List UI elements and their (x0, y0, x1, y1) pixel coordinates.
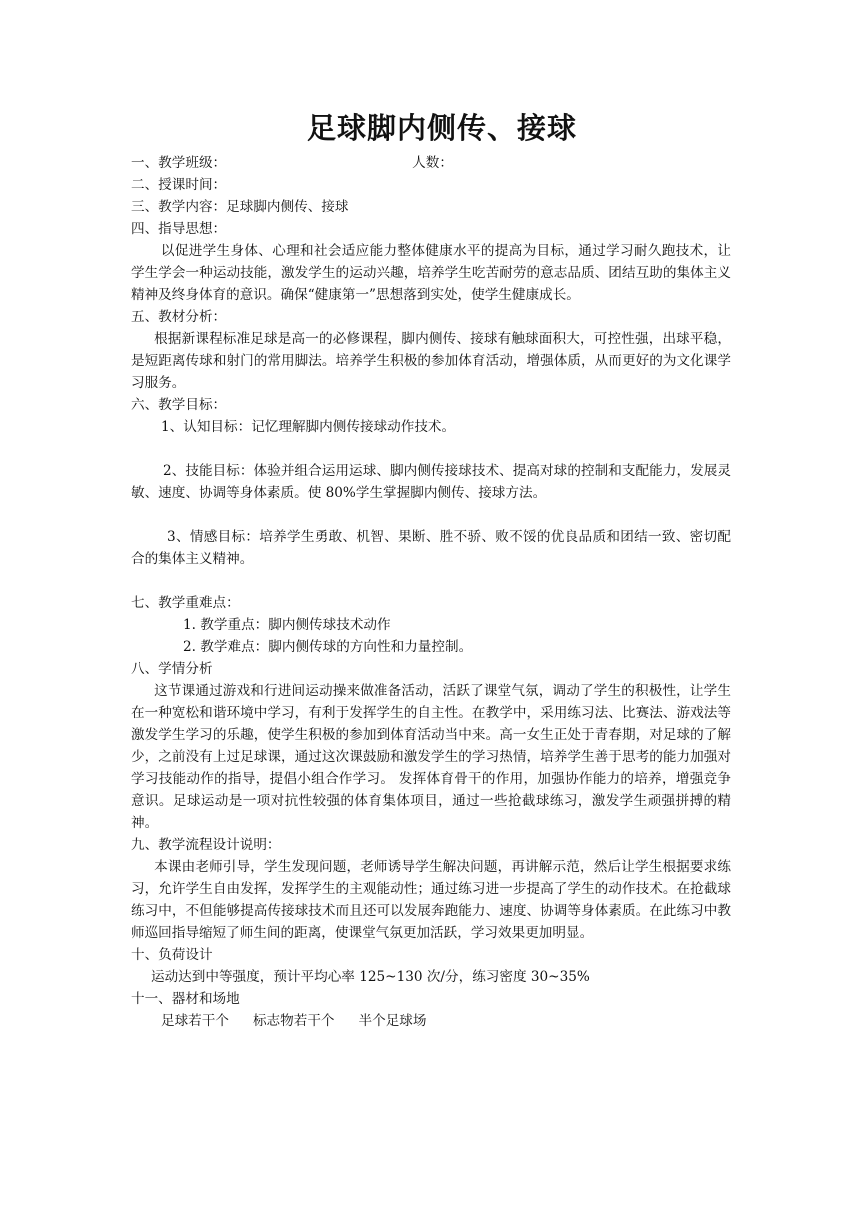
student-count-label: 人数： (412, 155, 453, 171)
section-time: 二、授课时间： (131, 177, 227, 193)
guiding-paragraph: 以促进学生身体、心理和社会适应能力整体健康水平的提高为目标，通过学习耐久跑技术，让学生学会一种运动技能，激发学生的运动兴趣，培养学生吃苦耐劳的意志品质、团结互助的集体主义精神及终身体育的意识。确保“健康第一”思想落到实处，使学生健康成长。 (131, 243, 731, 303)
section-flow-heading: 九、教学流程设计说明： (131, 837, 281, 853)
section-guiding-heading: 四、指导思想： (131, 221, 227, 237)
goal-affective-text: 3、情感目标：培养学生勇敢、机智、果断、胜不骄、败不馁的优良品质和团结一致、密切配合的集体主义精神。 (131, 529, 731, 567)
section-load-heading: 十、负荷设计 (131, 947, 213, 963)
class-label: 一、教学班级： (131, 155, 227, 171)
lesson-plan-page (131, 106, 731, 1032)
goal-skill (131, 460, 731, 504)
section-class-info (131, 152, 731, 174)
section-goals-heading: 六、教学目标： (131, 397, 227, 413)
load-text: 运动达到中等强度，预计平均心率 125~130 次/分，练习密度 30~35% (151, 969, 590, 985)
section-equipment-heading: 十一、器材和场地 (131, 991, 240, 1007)
equipment-item: 半个足球场 (358, 1013, 427, 1029)
goal-cognitive: 1、认知目标：记忆理解脚内侧传接球动作技术。 (161, 419, 456, 435)
key-point: 1. 教学重点：脚内侧传球技术动作 (183, 617, 391, 633)
spacer (131, 438, 731, 460)
goal-affective (131, 526, 731, 570)
section-material-heading: 五、教材分析： (131, 309, 227, 325)
page-title: 足球脚内侧传、接球 (306, 111, 577, 145)
equipment-list (131, 1010, 731, 1032)
flow-paragraph: 本课由老师引导，学生发现问题，老师诱导学生解决问题，再讲解示范，然后让学生根据要求练习，允许学生自由发挥，发挥学生的主观能动性；通过练习进一步提高了学生的动作技术。在抢截球练习中，不但能够提高传接球技术而且还可以发展奔跑能力、速度、协调等身体素质。在此练习中教师巡回指导缩短了师生间的距离，使课堂气氛更加活跃，学习效果更加明显。 (131, 859, 731, 941)
section-content: 三、教学内容：足球脚内侧传、接球 (131, 199, 349, 215)
learner-paragraph: 这节课通过游戏和行进间运动操来做准备活动，活跃了课堂气氛，调动了学生的积极性，让学生在一种宽松和谐环境中学习，有利于发挥学生的自主性。在教学中，采用练习法、比赛法、游戏法等激发学生学习的乐趣，使学生积极的参加到体育活动当中来。高一女生正处于青春期，对足球的了解少，之前没有上过足球课，通过这次课鼓励和激发学生的学习热情，培养学生善于思考的能力加强对学习技能动作的指导，提倡小组合作学习。 发挥体育骨干的作用，加强协作能力的培养，增强竞争意识。足球运动是一项对抗性较强的体育集体项目，通过一些抢截球练习，激发学生顽强拼搏的精神。 (131, 683, 731, 831)
difficult-point: 2. 教学难点：脚内侧传球的方向性和力量控制。 (183, 639, 473, 655)
section-learner-heading: 八、学情分析 (131, 661, 213, 677)
equipment-item: 标志物若干个 (252, 1013, 335, 1029)
spacer (131, 504, 731, 526)
spacer (131, 570, 731, 592)
material-paragraph: 根据新课程标准足球是高一的必修课程，脚内侧传、接球有触球面积大，可控性强，出球平稳，是短距离传球和射门的常用脚法。培养学生积极的参加体育活动，增强体质，从而更好的为文化课学习服务。 (131, 331, 731, 391)
goal-skill-text: 2、技能目标：体验并组合运用运球、脚内侧传接球技术、提高对球的控制和支配能力，发展灵敏、速度、协调等身体素质。使 80%学生掌握脚内侧传、接球方法。 (131, 463, 731, 501)
section-keypoints-heading: 七、教学重难点： (131, 595, 240, 611)
equipment-item: 足球若干个 (161, 1013, 229, 1029)
